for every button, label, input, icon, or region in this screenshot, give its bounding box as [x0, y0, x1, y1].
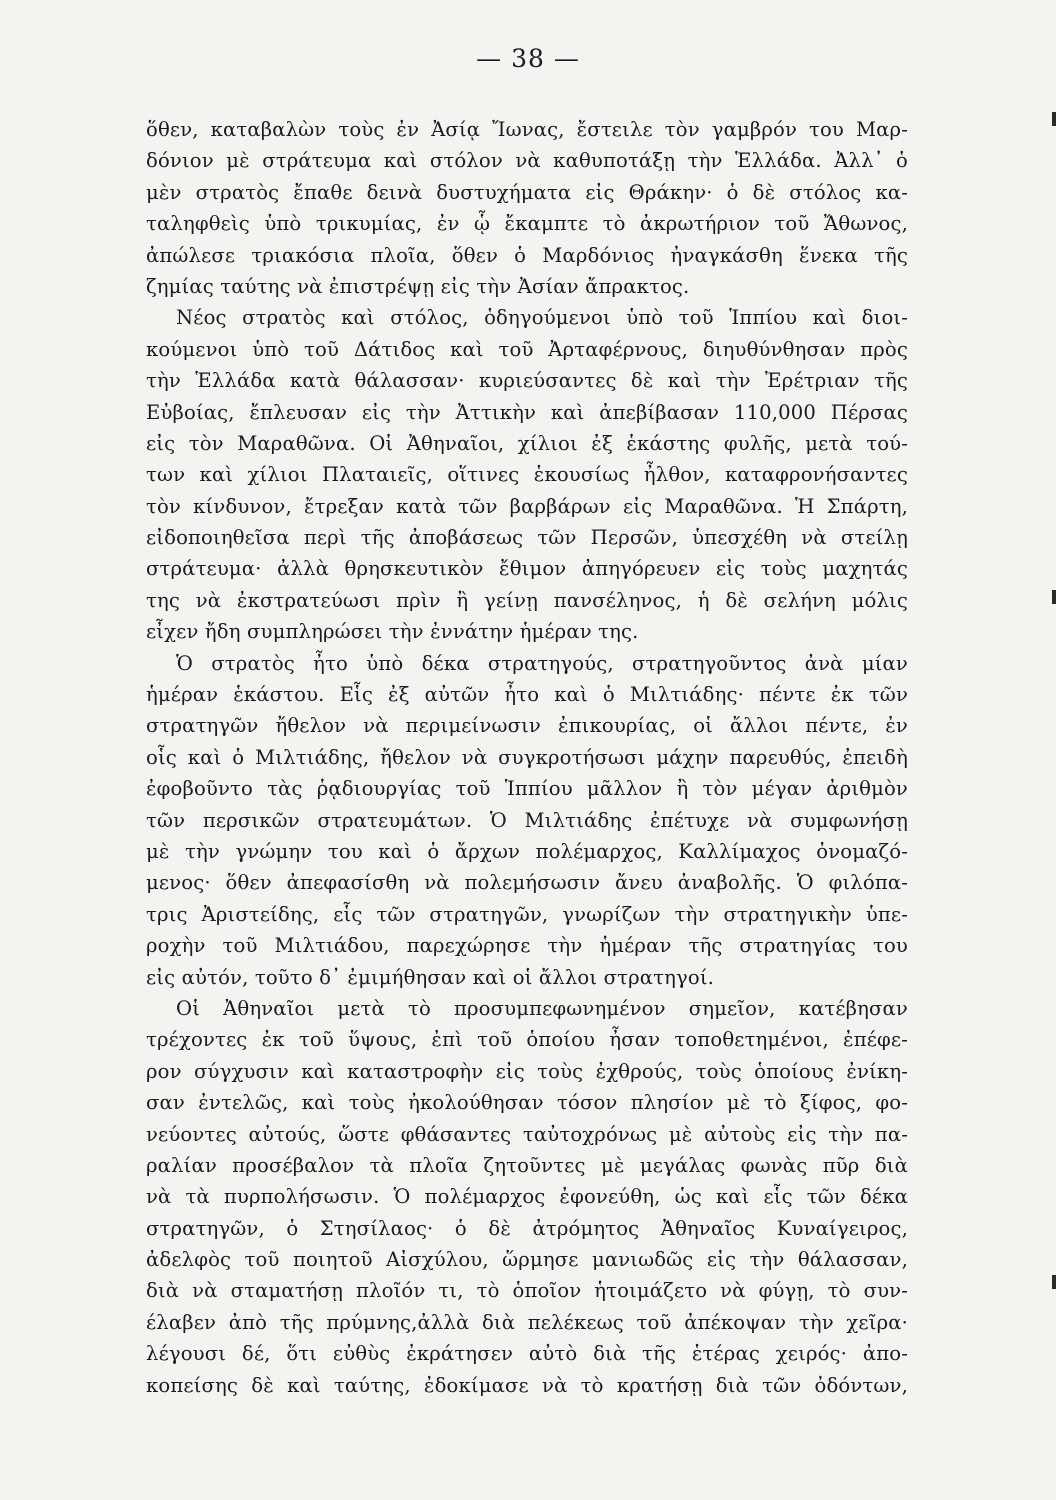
text-line: ροχὴν τοῦ Μιλτιάδου, παρεχώρησε τὴν ἡμέραν τῆς στρατηγίας του	[146, 934, 908, 958]
text-line: Οἱ Ἀθηναῖοι μετὰ τὸ προσυμπεφωνημένον σημεῖον, κατέβησαν	[176, 996, 908, 1020]
text-line: ἐφοβοῦντο τὰς ῥᾳδιουργίας τοῦ Ἱππίου μᾶλλον ἢ τὸν μέγαν ἀριθμὸν	[146, 777, 908, 801]
text-line: τὴν Ἑλλάδα κατὰ θάλασσαν· κυριεύσαντες δὲ καὶ τὴν Ἐρέτριαν τῆς	[146, 369, 908, 393]
text-line: κούμενοι ὑπὸ τοῦ Δάτιδος καὶ τοῦ Ἀρταφέρνους, διηυθύνθησαν πρὸς	[146, 337, 908, 361]
text-line: οἷς καὶ ὁ Μιλτιάδης, ἤθελον νὰ συγκροτήσωσι μάχην παρευθύς, ἐπειδὴ	[146, 745, 908, 769]
paragraph-2	[146, 302, 908, 647]
text-line: τὸν κίνδυνον, ἔτρεξαν κατὰ τῶν βαρβάρων εἰς Μαραθῶνα. Ἡ Σπάρτη,	[146, 494, 908, 518]
page-number: — 38 —	[476, 44, 580, 73]
text-line: των καὶ χίλιοι Πλαταιεῖς, οἵτινες ἑκουσίως ἦλθον, καταφρονήσαντες	[146, 463, 908, 487]
text-line: κοπείσης δὲ καὶ ταύτης, ἐδοκίμασε νὰ τὸ κρατήσῃ διὰ τῶν ὀδόντων,	[146, 1373, 908, 1397]
text-line: Ὁ στρατὸς ἦτο ὑπὸ δέκα στρατηγούς, στρατηγοῦντος ἀνὰ μίαν	[176, 651, 908, 675]
text-line: τρις Ἀριστείδης, εἷς τῶν στρατηγῶν, γνωρίζων τὴν στρατηγικὴν ὑπε-	[146, 902, 908, 926]
text-line: στρατηγῶν, ὁ Στησίλαος· ὁ δὲ ἀτρόμητος Ἀθηναῖος Κυναίγειρος,	[146, 1216, 908, 1240]
text-line: ὅθεν, καταβαλὼν τοὺς ἐν Ἀσίᾳ Ἴωνας, ἔστειλε τὸν γαμβρόν του Μαρ-	[146, 118, 908, 141]
text-line: δόνιον μὲ στράτευμα καὶ στόλον νὰ καθυποτάξῃ τὴν Ἑλλάδα. Ἀλλ᾽ ὁ	[146, 149, 908, 173]
margin-mark	[1052, 590, 1056, 604]
text-line: μὲν στρατὸς ἔπαθε δεινὰ δυστυχήματα εἰς Θράκην· ὁ δὲ στόλος κα-	[146, 180, 908, 204]
text-line: ἀπώλεσε τριακόσια πλοῖα, ὅθεν ὁ Μαρδόνιος ἠναγκάσθη ἕνεκα τῆς	[146, 243, 908, 267]
text-line: ζημίας ταύτης νὰ ἐπιστρέψῃ εἰς τὴν Ἀσίαν ἄπρακτος.	[146, 274, 690, 298]
text-line: σαν ἐντελῶς, καὶ τοὺς ἠκολούθησαν τόσον πλησίον μὲ τὸ ξίφος, φο-	[146, 1091, 908, 1115]
text-line: στράτευμα· ἀλλὰ θρησκευτικὸν ἔθιμον ἀπηγόρευεν εἰς τοὺς μαχητάς	[146, 557, 908, 581]
text-line: ἀδελφὸς τοῦ ποιητοῦ Αἰσχύλου, ὥρμησε μανιωδῶς εἰς τὴν θάλασσαν,	[146, 1248, 908, 1272]
text-line: Νέος στρατὸς καὶ στόλος, ὁδηγούμενοι ὑπὸ τοῦ Ἱππίου καὶ διοι-	[176, 306, 908, 330]
text-line: ταληφθεὶς ὑπὸ τρικυμίας, ἐν ᾧ ἔκαμπτε τὸ ἀκρωτήριον τοῦ Ἄθωνος,	[146, 212, 908, 236]
paragraph-3	[146, 648, 908, 993]
text-line: στρατηγῶν ἤθελον νὰ περιμείνωσιν ἐπικουρίας, οἱ ἄλλοι πέντε, ἐν	[146, 714, 908, 738]
text-line: εἰς αὐτόν, τοῦτο δ᾽ ἐμιμήθησαν καὶ οἱ ἄλλοι στρατηγοί.	[146, 965, 715, 989]
text-line: νεύοντες αὐτούς, ὥστε φθάσαντες ταὐτοχρόνως μὲ αὐτοὺς εἰς τὴν πα-	[146, 1122, 908, 1146]
margin-mark	[1052, 1275, 1056, 1289]
text-line: ραλίαν προσέβαλον τὰ πλοῖα ζητοῦντες μὲ μεγάλας φωνὰς πῦρ διὰ	[146, 1153, 908, 1177]
text-line: εἰδοποιηθεῖσα περὶ τῆς ἀποβάσεως τῶν Περσῶν, ὑπεσχέθη νὰ στείλῃ	[146, 526, 908, 550]
text-line: Εὐβοίας, ἔπλευσαν εἰς τὴν Ἀττικὴν καὶ ἀπεβίβασαν 110,000 Πέρσας	[146, 400, 908, 424]
text-line: μὲ τὴν γνώμην του καὶ ὁ ἄρχων πολέμαρχος, Καλλίμαχος ὀνομαζό-	[146, 839, 908, 863]
text-line: ρον σύγχυσιν καὶ καταστροφὴν εἰς τοὺς ἐχθρούς, τοὺς ὁποίους ἐνίκη-	[146, 1059, 908, 1083]
text-line: διὰ νὰ σταματήσῃ πλοῖόν τι, τὸ ὁποῖον ἡτοιμάζετο νὰ φύγῃ, τὸ συν-	[146, 1279, 908, 1303]
text-line: λέγουσι δέ, ὅτι εὐθὺς ἐκράτησεν αὐτὸ διὰ τῆς ἑτέρας χειρός· ἀπο-	[146, 1342, 908, 1366]
paragraph-4	[146, 993, 908, 1401]
text-line: νὰ τὰ πυρπολήσωσιν. Ὁ πολέμαρχος ἐφονεύθη, ὡς καὶ εἷς τῶν δέκα	[146, 1185, 908, 1209]
body-text	[146, 114, 908, 1401]
text-line: ἡμέραν ἑκάστου. Εἷς ἐξ αὐτῶν ἦτο καὶ ὁ Μιλτιάδης· πέντε ἐκ τῶν	[146, 683, 908, 707]
text-line: της νὰ ἐκστρατεύωσι πρὶν ἢ γείνῃ πανσέληνος, ἡ δὲ σελήνη μόλις	[146, 588, 908, 612]
text-line: εἶχεν ἤδη συμπληρώσει τὴν ἐννάτην ἡμέραν της.	[146, 620, 639, 644]
text-line: μενος· ὅθεν ἀπεφασίσθη νὰ πολεμήσωσιν ἄνευ ἀναβολῆς. Ὁ φιλόπα-	[146, 871, 908, 895]
paragraph-1	[146, 114, 908, 302]
text-line: έλαβεν ἀπὸ τῆς πρύμνης,ἀλλὰ διὰ πελέκεως τοῦ ἀπέκοψαν τὴν χεῖρα·	[146, 1310, 908, 1334]
margin-mark	[1052, 112, 1056, 126]
text-line: τῶν περσικῶν στρατευμάτων. Ὁ Μιλτιάδης ἐπέτυχε νὰ συμφωνήσῃ	[146, 808, 908, 832]
text-line: τρέχοντες ἐκ τοῦ ὕψους, ἐπὶ τοῦ ὁποίου ἦσαν τοποθετημένοι, ἐπέφε-	[146, 1028, 908, 1052]
text-line: εἰς τὸν Μαραθῶνα. Οἱ Ἀθηναῖοι, χίλιοι ἐξ ἑκάστης φυλῆς, μετὰ τού-	[146, 431, 908, 455]
